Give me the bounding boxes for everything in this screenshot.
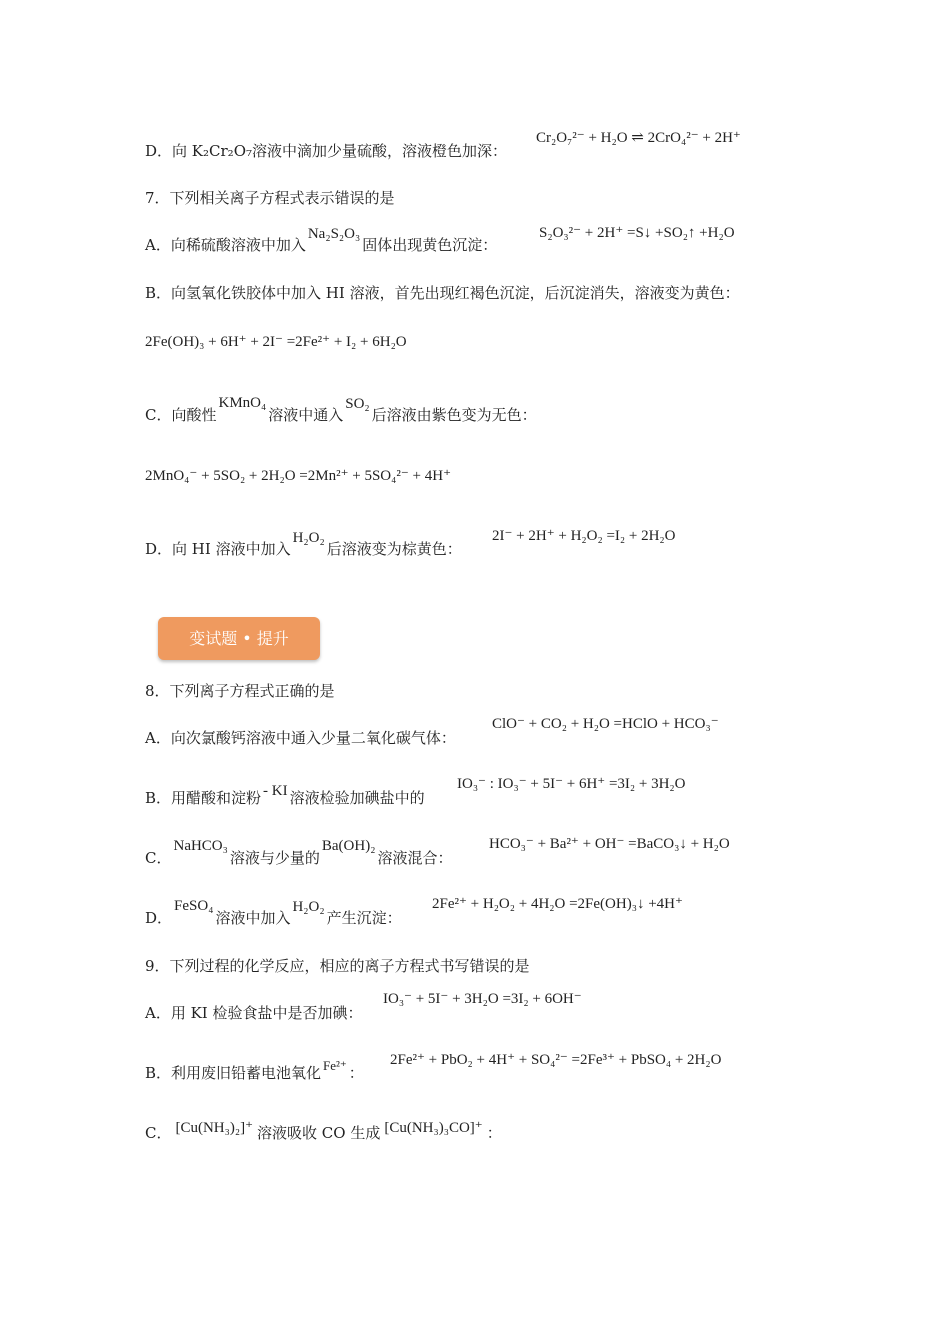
section-tag-variant-improve: 变试题 • 提升: [158, 617, 320, 660]
q9-option-c: [145, 1120, 502, 1144]
q8-option-d: [145, 898, 402, 929]
q7-option-a-text: A．向稀硫酸溶液中加入: [145, 236, 306, 254]
q8-option-b: [145, 783, 425, 809]
q7-option-c-reagent1: KMnO₄: [218, 395, 267, 411]
q9-option-b-reagent: Fe²⁺: [323, 1058, 347, 1073]
q7-option-c-equation: 2MnO₄⁻ + 5SO₂ + 2H₂O =2Mn²⁺ + 5SO₄²⁻ + 4H⁺: [145, 468, 451, 484]
q8-option-c: [145, 838, 453, 869]
q8-option-d-equation: 2Fe²⁺ + H₂O₂ + 4H₂O =2Fe(OH)₃↓ +4H⁺: [432, 896, 683, 912]
q8-option-d-reagent2: H₂O₂: [292, 899, 325, 915]
q7-option-a-reagent: Na₂S₂O₃: [307, 226, 361, 242]
q7-option-d-reagent: H₂O₂: [292, 530, 325, 546]
q8-option-c-text: C．: [145, 849, 172, 867]
q8-title: 8．下列离子方程式正确的是: [145, 682, 335, 700]
q7-option-b-equation: 2Fe(OH)₃ + 6H⁺ + 2I⁻ =2Fe²⁺ + I₂ + 6H₂O: [145, 334, 407, 350]
q8-option-d-tail: 产生沉淀：: [326, 909, 402, 927]
k2cr2o7-formula: ₂Cr₂O₇: [203, 142, 252, 160]
q8-option-b-equation: IO₃⁻ : IO₃⁻ + 5I⁻ + 6H⁺ =3I₂ + 3H₂O: [457, 776, 686, 792]
q8-option-c-reagent2: Ba(OH)₂: [321, 838, 376, 854]
q9-option-a: A．用 KI 检验食盐中是否加碘：: [145, 1004, 363, 1022]
q8-option-d-reagent1: FeSO₄: [174, 898, 214, 914]
q9-option-a-equation: IO₃⁻ + 5I⁻ + 3H₂O =3I₂ + 6OH⁻: [383, 991, 582, 1007]
q7-option-d-text: D．向 HI 溶液中加入: [145, 540, 291, 558]
q7-option-c: [145, 395, 537, 426]
q6-option-d-equation: Cr₂O₇²⁻ + H₂O ⇌ 2CrO₄²⁻ + 2H⁺: [536, 130, 741, 146]
q7-option-d: [145, 530, 462, 560]
q7-option-a-tail: 固体出现黄色沉淀：: [362, 236, 498, 254]
q9-option-b-equation: 2Fe²⁺ + PbO₂ + 4H⁺ + SO₄²⁻ =2Fe³⁺ + PbSO₄ + 2H₂O: [390, 1052, 722, 1068]
q8-option-b-reagent: - KI: [263, 783, 288, 799]
q7-option-c-reagent2: SO₂: [345, 396, 370, 412]
q7-option-c-mid: 溶液中通入: [268, 406, 344, 424]
q9-option-b: [145, 1058, 364, 1084]
q7-option-d-tail: 后溶液变为棕黄色：: [326, 540, 462, 558]
q8-option-d-mid: 溶液中加入: [215, 909, 291, 927]
q8-option-c-reagent1: NaHCO₃: [173, 838, 228, 854]
q8-option-d-text: D．: [145, 909, 173, 927]
q9-option-c-text: C．: [145, 1124, 172, 1142]
q9-option-c-mid: 溶液吸收 CO 生成: [257, 1124, 381, 1142]
q8-option-a-equation: ClO⁻ + CO₂ + H₂O =HClO + HCO₃⁻: [492, 716, 719, 732]
q8-option-c-mid: 溶液与少量的: [229, 849, 320, 867]
q8-option-a: A．向次氯酸钙溶液中通入少量二氧化碳气体：: [145, 729, 456, 747]
q8-option-b-text: B．用醋酸和淀粉: [145, 789, 262, 807]
q9-option-c-tail: ：: [486, 1124, 502, 1142]
q9-option-c-reagent2: [Cu(NH₃)₃CO]⁺: [384, 1120, 483, 1136]
q6-option-d: [145, 141, 507, 161]
q7-option-b: B．向氢氧化铁胶体中加入 HI 溶液，首先出现红褐色沉淀，后沉淀消失，溶液变为黄色：: [145, 284, 740, 302]
q7-option-a: [145, 226, 498, 256]
q9-option-b-text: B．利用废旧铅蓄电池氧化: [145, 1064, 322, 1082]
q7-option-c-tail: 后溶液由紫色变为无色：: [371, 406, 537, 424]
q9-option-b-tail: ：: [348, 1064, 364, 1082]
q7-option-a-equation: S₂O₃²⁻ + 2H⁺ =S↓ +SO₂↑ +H₂O: [539, 225, 735, 241]
q7-option-c-text: C．向酸性: [145, 406, 217, 424]
q9-option-c-reagent1: [Cu(NH₃)₂]⁺: [175, 1120, 254, 1136]
q7-option-d-equation: 2I⁻ + 2H⁺ + H₂O₂ =I₂ + 2H₂O: [492, 528, 676, 544]
q8-option-c-equation: HCO₃⁻ + Ba²⁺ + OH⁻ =BaCO₃↓ + H₂O: [489, 836, 730, 852]
q8-option-b-tail: 溶液检验加碘盐中的: [289, 789, 425, 807]
q6-option-d-text: 溶液中滴加少量硫酸，溶液橙色加深：: [252, 142, 508, 160]
q8-option-c-tail: 溶液混合：: [377, 849, 453, 867]
q7-title: 7．下列相关离子方程式表示错误的是: [145, 189, 395, 207]
q9-title: 9．下列过程的化学反应，相应的离子方程式书写错误的是: [145, 957, 530, 975]
q6-option-d-prefix: D．向 K: [145, 142, 204, 160]
